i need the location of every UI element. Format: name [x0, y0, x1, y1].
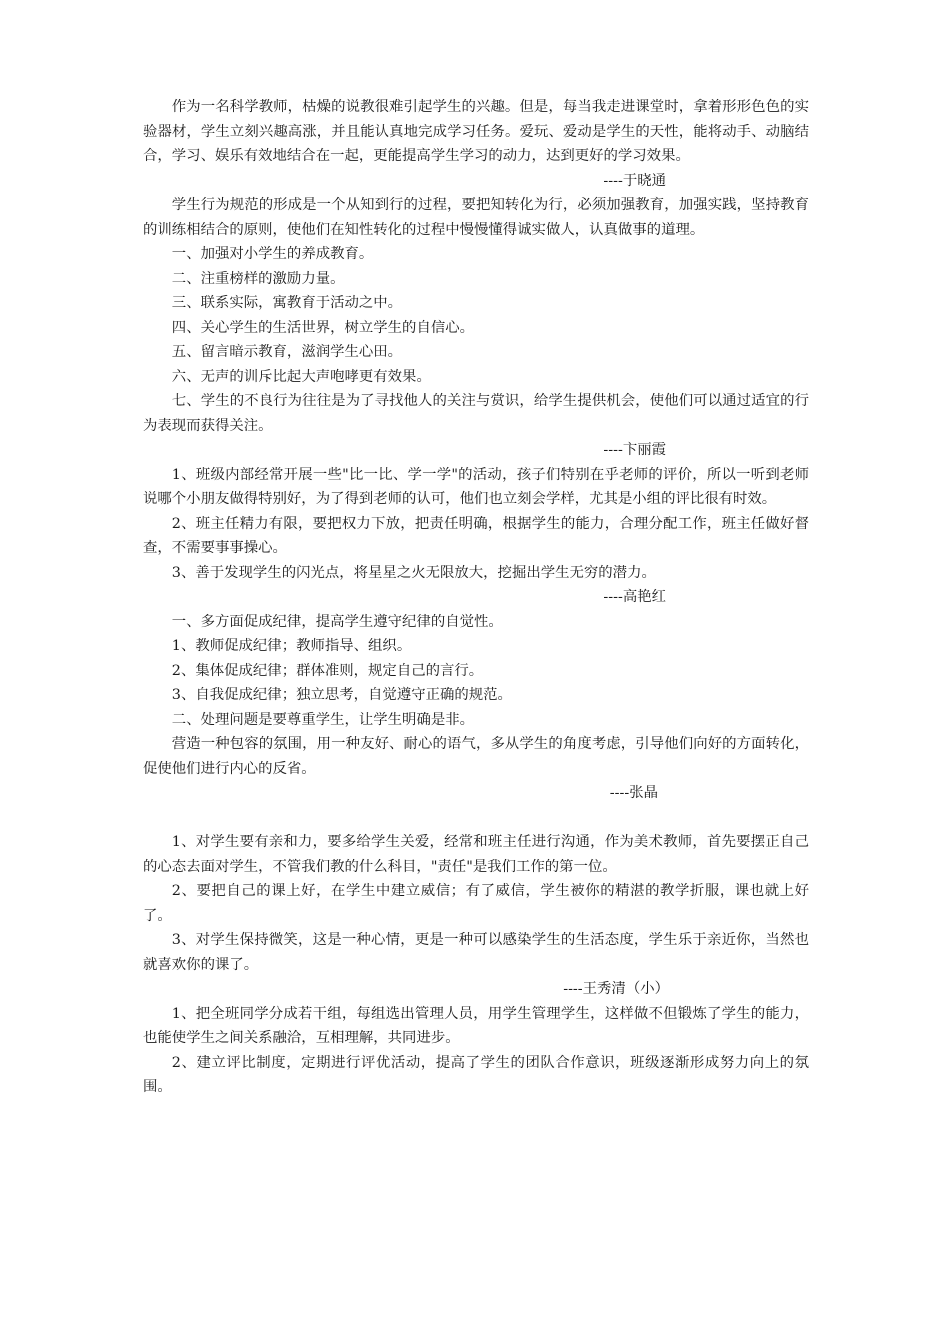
list-item: 2、集体促成纪律；群体准则，规定自己的言行。	[171, 662, 484, 679]
list-item: 1、对学生要有亲和力，要多给学生关爱，经常和班主任进行沟通，作为美术教师，首先要摆正自己的心态去面对学生，不管我们教的什么科目，"责任"是我们工作的第一位。	[143, 834, 809, 875]
list-item: 四、关心学生的生活世界，树立学生的自信心。	[171, 319, 475, 336]
list-item: 二、注重榜样的激励力量。	[171, 270, 345, 287]
list-item: 五、留言暗示教育，滋润学生心田。	[171, 344, 403, 360]
list-item: 三、联系实际，寓教育于活动之中。	[171, 295, 403, 311]
list-item: 1、把全班同学分成若干组，每组选出管理人员，用学生管理学生，这样做不但锻炼了学生的能力，也能使学生之间关系融洽，互相理解，共同进步。	[143, 1005, 809, 1046]
list-item: 3、善于发现学生的闪光点，将星星之火无限放大，挖掘出学生无穷的潜力。	[171, 564, 656, 581]
list-item: 3、自我促成纪律；独立思考，自觉遵守正确的规范。	[171, 687, 512, 703]
list-item: 2、建立评比制度，定期进行评优活动，提高了学生的团队合作意识，班级逐渐形成努力向上的氛围。	[143, 1054, 809, 1095]
list-item: 一、多方面促成纪律，提高学生遵守纪律的自觉性。	[171, 613, 503, 630]
list-item: 2、要把自己的课上好，在学生中建立威信；有了威信，学生被你的精湛的教学折服，课也就上好了。	[143, 883, 809, 924]
list-item: 一、加强对小学生的养成教育。	[171, 246, 374, 262]
paragraph: 营造一种包容的氛围，用一种友好、耐心的语气，多从学生的角度考虑，引导他们向好的方面转化，促使他们进行内心的反省。	[143, 736, 809, 777]
author-signature: ----卞丽霞	[603, 442, 666, 458]
paragraph: 作为一名科学教师，枯燥的说教很难引起学生的兴趣。但是，每当我走进课堂时，拿着形形色色的实验器材，学生立刻兴趣高涨，并且能认真地完成学习任务。爱玩、爱动是学生的天性，能将动手、动脑结合，学习、娱乐有效地结合在一起，更能提高学生学习的动力，达到更好的学习效果。	[143, 99, 809, 164]
list-item: 2、班主任精力有限，要把权力下放，把责任明确，根据学生的能力，合理分配工作，班主任做好督查，不需要事事操心。	[143, 515, 809, 556]
author-signature: ----张晶	[609, 785, 658, 801]
list-item: 六、无声的训斥比起大声咆哮更有效果。	[171, 368, 431, 385]
list-item: 1、班级内部经常开展一些"比一比、学一学"的活动，孩子们特别在乎老师的评价，所以一听到老师说哪个小朋友做得特别好，为了得到老师的认可，他们也立刻会学样，尤其是小组的评比很有时效。	[143, 466, 809, 507]
blank-line	[143, 806, 809, 831]
document-page	[143, 95, 809, 1100]
author-signature: ----高艳红	[603, 589, 666, 605]
list-item: 七、学生的不良行为往往是为了寻找他人的关注与赏识，给学生提供机会，使他们可以通过适宜的行为表现而获得关注。	[143, 393, 809, 434]
list-item: 1、教师促成纪律；教师指导、组织。	[171, 638, 412, 654]
author-signature: ----王秀清（小）	[563, 981, 669, 997]
author-signature: ----于晓通	[603, 172, 666, 189]
list-item: 二、处理问题是要尊重学生，让学生明确是非。	[171, 711, 475, 728]
paragraph: 学生行为规范的形成是一个从知到行的过程，要把知转化为行，必须加强教育，加强实践，坚持教育的训练相结合的原则，使他们在知性转化的过程中慢慢懂得诚实做人，认真做事的道理。	[143, 197, 809, 238]
list-item: 3、对学生保持微笑，这是一种心情，更是一种可以感染学生的生活态度，学生乐于亲近你，当然也就喜欢你的课了。	[143, 932, 809, 973]
